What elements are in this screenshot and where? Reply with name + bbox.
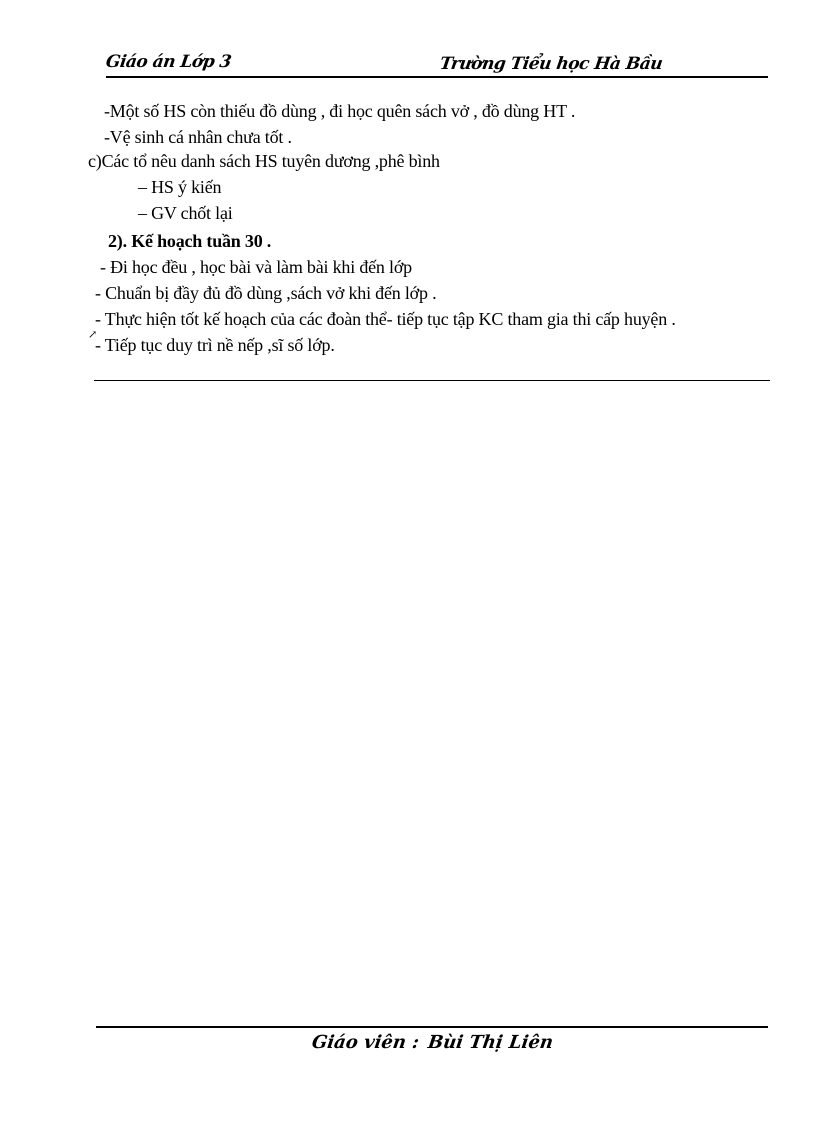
header-school: Trường Tiểu học Hà Bầu [438,54,664,74]
content-line-2: -Vệ sinh cá nhân chưa tốt . [104,127,292,147]
footer-teacher-name: Bùi Thị Liên [426,1032,555,1053]
header-rule [106,76,768,78]
content-rule [94,380,770,381]
footer-teacher-label: Giáo viên : [310,1032,421,1053]
corner-mark-icon: ↗ [88,329,98,341]
section-heading: 2). Kế hoạch tuần 30 . [108,231,272,251]
content-line-10: - Tiếp tục duy trì nề nếp ,sĩ số lớp. [95,335,335,355]
content-line-9: - Thực hiện tốt kế hoạch của các đoàn thể- tiếp tục tập KC tham gia thi cấp huyện . [95,309,676,329]
content-line-4: – HS ý kiến [138,177,222,197]
content-line-7: - Đi học đều , học bài và làm bài khi đến lớp [100,257,412,277]
content-line-8: - Chuẩn bị đầy đủ đồ dùng ,sách vở khi đến lớp . [95,283,437,303]
content-line-3: c)Các tổ nêu danh sách HS tuyên dương ,phê bình [88,151,440,171]
footer-rule [96,1026,768,1028]
content-line-5: – GV chốt lại [138,203,233,223]
header-subject: Giáo án Lớp 3 [104,52,233,72]
content-line-1: -Một số HS còn thiếu đồ dùng , đi học quên sách vở , đồ dùng HT . [104,101,576,121]
